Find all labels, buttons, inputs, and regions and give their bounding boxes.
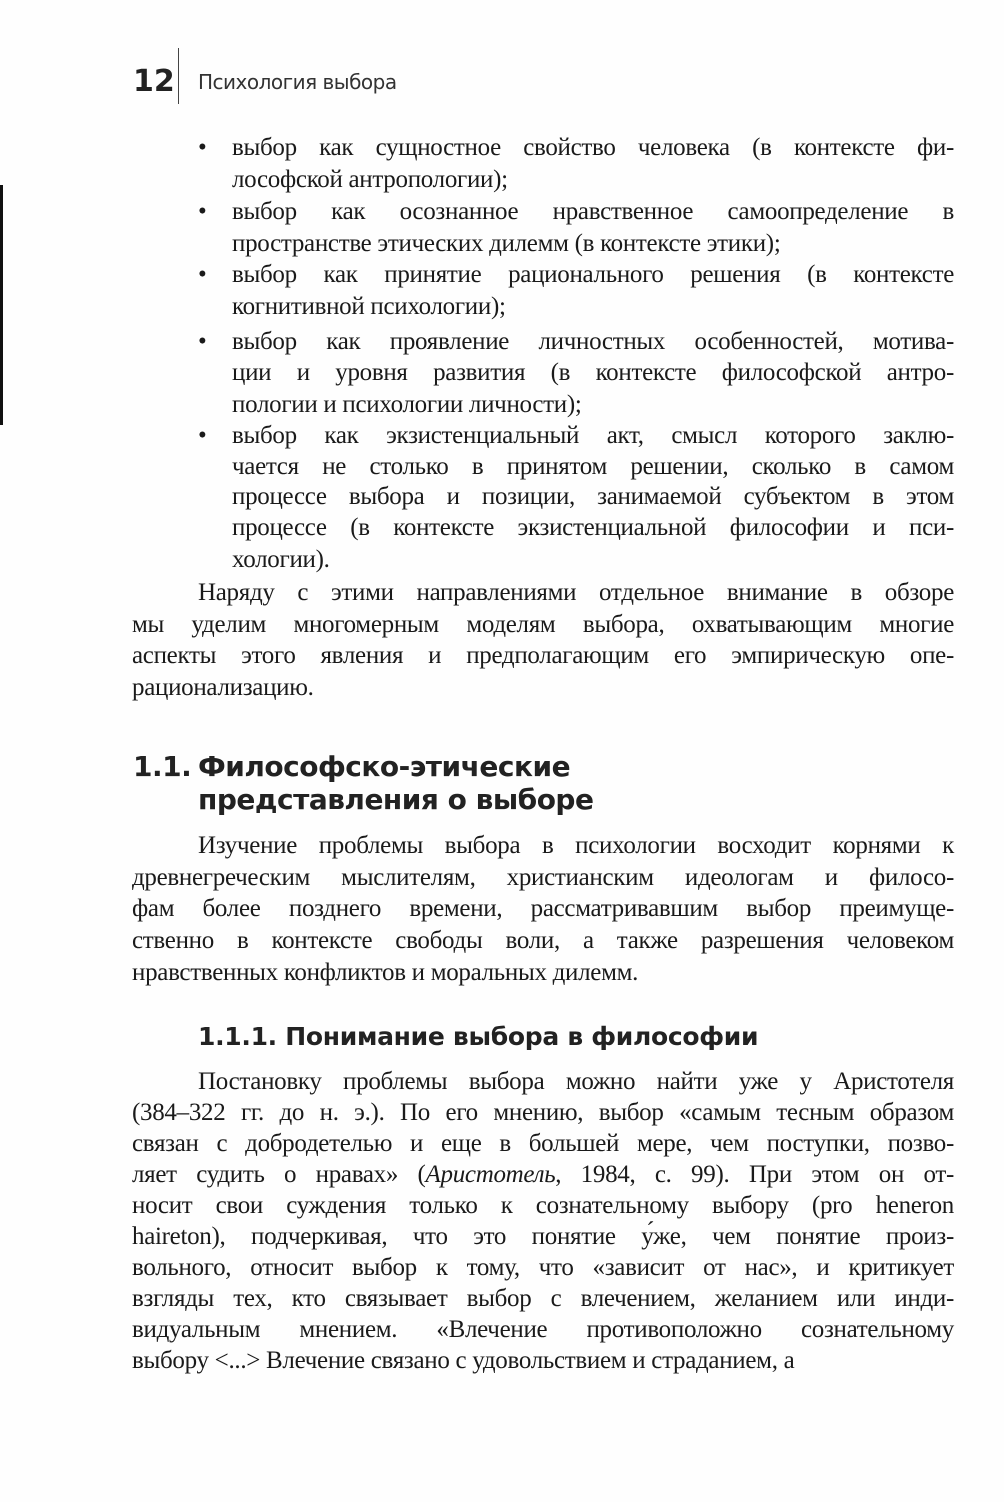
bullet-item-line: лософской антропологии); (232, 166, 508, 193)
bullet-item-line: когнитивной психологии); (232, 293, 506, 320)
bullet-item-line: процессе выбора и позиции, занимаемой субъектом в этом (232, 483, 954, 510)
paragraph-line: Изучение проблемы выбора в психологии восходит корнями к (198, 832, 954, 859)
bullet-item-line: ции и уровня развития (в контексте философской антро- (232, 359, 954, 386)
section-number: 1.1. (133, 750, 192, 783)
bullet-item-line: выбор как проявление личностных особенностей, мотива- (232, 328, 954, 355)
paragraph-line: аспекты этого явления и предполагающим его эмпирическую опе- (132, 642, 954, 670)
paragraph-line: Наряду с этими направлениями отдельное внимание в обзоре (198, 579, 954, 606)
bullet-item-line: выбор как сущностное свойство человека (в контексте фи- (232, 134, 954, 161)
paragraph-line: выбору <...> Влечение связано с удовольствием и страданием, а (132, 1347, 795, 1374)
bullet-icon: • (198, 328, 207, 355)
paragraph-line: (384–322 гг. до н. э.). По его мнению, выбор «самым тесным образом (132, 1099, 954, 1126)
section-title-line: представления о выборе (198, 783, 594, 816)
bullet-item-line: чается не столько в принятом решении, сколько в самом (232, 453, 954, 480)
paragraph-line: мы уделим многомерным моделям выбора, охватывающим многие (132, 610, 954, 638)
paragraph-line: рационализацию. (132, 674, 314, 702)
section-title-line: Философско-этические (198, 750, 571, 783)
paragraph-line: фам более позднего времени, рассматривавшим выбор преимуще- (132, 895, 954, 923)
bullet-icon: • (198, 261, 207, 288)
bullet-item-line: выбор как осознанное нравственное самоопределение в (232, 198, 954, 225)
paragraph-line: Постановку проблемы выбора можно найти уже у Аристотеля (198, 1068, 954, 1095)
bullet-icon: • (198, 198, 207, 225)
paragraph-line: носит свои суждения только к сознательному выбору (pro heneron (132, 1192, 954, 1219)
paragraph-line: haireton), подчеркивая, что это понятие у́же, чем понятие произ- (132, 1223, 954, 1250)
bullet-item-line: выбор как принятие рационального решения (в контексте (232, 261, 954, 288)
bullet-icon: • (198, 422, 207, 449)
running-title: Психология выбора (198, 70, 397, 94)
paragraph-line: древнегреческим мыслителям, христианским идеологам и филосо- (132, 863, 954, 891)
bullet-item-line: хологии). (232, 546, 330, 573)
paragraph-line: нравственных конфликтов и моральных дилемм. (132, 958, 639, 986)
subsection-title: 1.1.1. Понимание выбора в философии (198, 1022, 759, 1051)
header-divider (178, 48, 179, 104)
scan-edge (0, 185, 3, 425)
bullet-icon: • (198, 134, 207, 161)
paragraph-line: взгляды тех, кто связывает выбор с влечением, желанием или инди- (132, 1285, 954, 1312)
paragraph-line: связан с добродетелью и еще в большей мере, чем поступки, позво- (132, 1130, 954, 1157)
bullet-item-line: пологии и психологии личности); (232, 391, 582, 418)
paragraph-line: ственно в контексте свободы воли, а также разрешения человеком (132, 927, 954, 955)
paragraph-line: ляет судить о нравах» (Аристотель, 1984, с. 99). При этом он от- (132, 1161, 954, 1188)
paragraph-line: видуальным мнением. «Влечение противоположно сознательному (132, 1316, 954, 1343)
bullet-item-line: выбор как экзистенциальный акт, смысл которого заклю- (232, 422, 954, 449)
bullet-item-line: процессе (в контексте экзистенциальной философии и пси- (232, 514, 954, 541)
bullet-item-line: пространстве этических дилемм (в контексте этики); (232, 230, 781, 257)
paragraph-line: вольного, относит выбор к тому, что «зависит от нас», и критикует (132, 1254, 954, 1281)
cited-author: Аристотель (425, 1161, 556, 1188)
page-number: 12 (133, 64, 175, 99)
